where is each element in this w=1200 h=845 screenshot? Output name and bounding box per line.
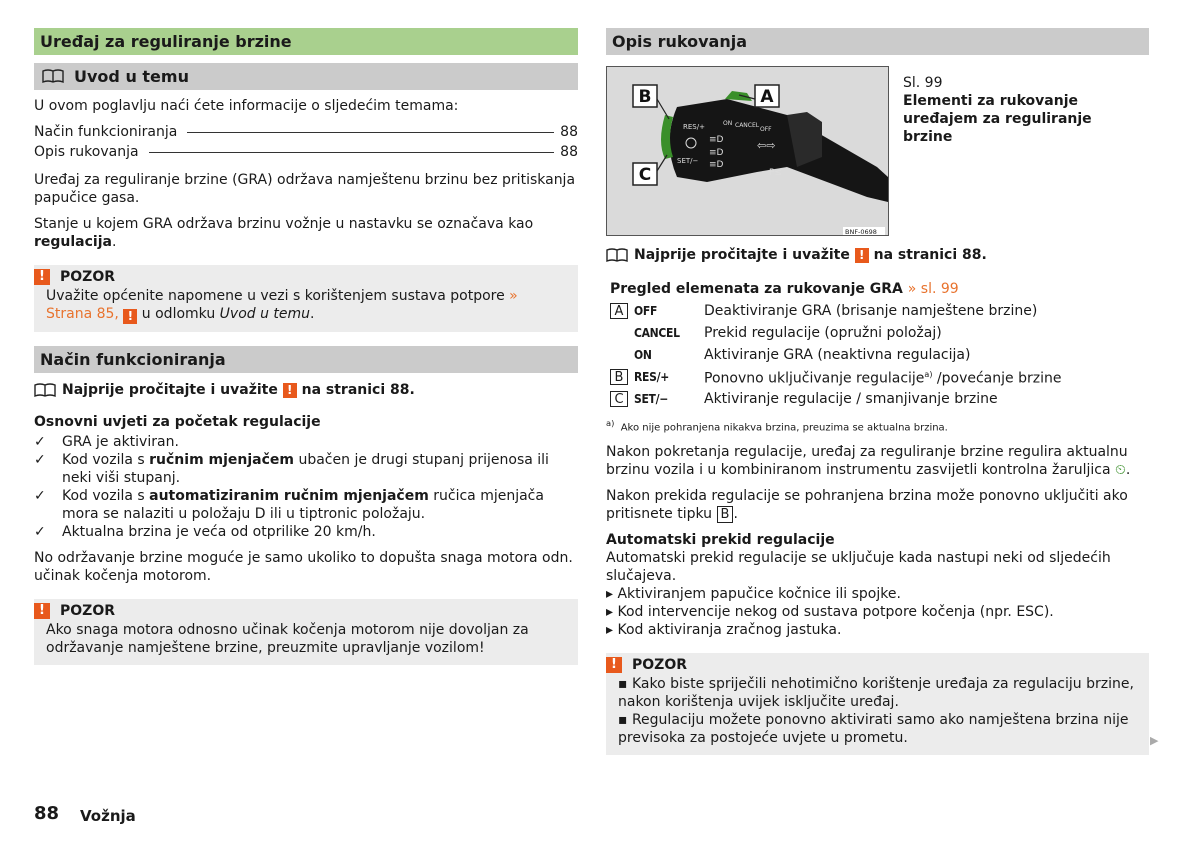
toc-leader — [149, 152, 555, 153]
check-icon: ✓ — [34, 524, 46, 540]
warning-box — [34, 265, 578, 332]
warning-icon: ! — [855, 248, 869, 263]
callout-label-a: A — [760, 87, 774, 107]
list-item: ✓ Kod vozila s ručnim mjenjačem ubačen je drugi stupanj prijenosa ili neki viši stupanj. — [34, 452, 549, 486]
figure-link[interactable]: » sl. 99 — [907, 281, 959, 297]
list-item: ✓ GRA je aktiviran. — [34, 434, 179, 450]
list-item: ✓ Kod vozila s automatiziranim ručnim mjenjačem ručica mjenjača mora se nalaziti u položaju D ili u tiptronic položaju. — [34, 488, 544, 522]
lever-text-off: OFF — [760, 126, 772, 133]
page-number: 88 — [34, 803, 60, 824]
check-icon: ✓ — [34, 434, 46, 450]
page-link[interactable]: » Strana 85, — [46, 288, 518, 322]
paragraph: Automatski prekid regulacije se uključuje kada nastupi neki od sljedećih slučajeva. — [606, 550, 1111, 585]
paragraph: Stanje u kojem GRA održava brzinu vožnje u nastavku se označava kao regulacija. — [34, 216, 534, 250]
legend-row: A OFF Deaktiviranje GRA (brisanje namještene brzine) — [610, 300, 1149, 322]
section-title-operation: Opis rukovanja — [606, 28, 1149, 55]
figure-code: BNF-0698 — [845, 228, 877, 235]
intro-title: Uvod u temu — [74, 67, 189, 86]
check-icon: ✓ — [34, 488, 46, 504]
list-item: ✓ Aktualna brzina je veća od otprilike 20 km/h. — [34, 524, 376, 540]
warning-icon: ! — [606, 657, 622, 673]
figure-number: Sl. 99 — [903, 75, 943, 91]
toc-page: 88 — [560, 144, 578, 160]
paragraph: Nakon pokretanja regulacije, uređaj za reguliranje brzine regulira aktualnu brzinu vozila i u kombiniranom instrumentu zasvijetli kontrolna žaruljica ⏲. — [606, 444, 1131, 479]
legend-row: C SET/− Aktiviranje regulacije / smanjivanje brzine — [610, 388, 1149, 410]
intro-text: U ovom poglavlju naći ćete informacije o sljedećim temama: — [34, 98, 459, 114]
warning-icon: ! — [283, 383, 297, 398]
right-column — [606, 28, 1149, 755]
svg-text:⇦⇨: ⇦⇨ — [757, 139, 776, 152]
warning-item: ▪ Kako biste spriječili nehotimično korištenje uređaja za regulaciju brzine, nakon korištenja uvijek isključite uređaj. — [618, 676, 1134, 711]
svg-text:P≤: P≤ — [769, 168, 782, 178]
overview-title: Pregled elemenata za rukovanje GRA » sl. 99 — [610, 281, 959, 297]
warning-icon: ! — [123, 309, 137, 324]
lever-text-on: ON — [723, 120, 733, 127]
legend-list — [606, 300, 1149, 410]
list-item: ▸ Kod intervencije nekog od sustava potpore kočenja (npr. ESC). — [606, 604, 1054, 621]
callout-label-c: C — [638, 165, 652, 185]
warning-title: ! POZOR — [34, 267, 568, 287]
warning-text: Ako snaga motora odnosno učinak kočenja motorom nije dovoljan za održavanje namještene brzine, preuzmite upravljanje vozilom! — [46, 622, 529, 656]
book-icon — [606, 248, 628, 263]
warning-item: ▪ Regulaciju možete ponovno aktivirati samo ako namještena brzina nije previsoka za postojeće uvjete u prometu. — [618, 712, 1129, 747]
conditions-list — [34, 433, 578, 541]
legend-row: B RES/+ Ponovno uključivanje regulacije$^{a)}$ /povećanje brzine — [610, 366, 1149, 388]
svg-text:≡D: ≡D — [709, 160, 724, 170]
conditions-title: Osnovni uvjeti za početak regulacije — [34, 414, 321, 430]
toc — [34, 123, 578, 163]
toc-row[interactable] — [34, 143, 578, 163]
intro-heading — [34, 63, 578, 90]
toc-page: 88 — [560, 124, 578, 140]
toc-leader — [187, 132, 554, 133]
warning-icon: ! — [34, 603, 50, 619]
section-title-speed-control: Uređaj za reguliranje brzine — [34, 28, 578, 55]
key-b: B — [717, 506, 734, 523]
left-column — [34, 28, 578, 665]
svg-text:≡D: ≡D — [709, 135, 724, 145]
paragraph: Uređaj za reguliranje brzine (GRA) održava namještenu brzinu bez pritiskanja papučice gasa. — [34, 172, 576, 206]
warning-box — [34, 599, 578, 665]
toc-label: Način funkcioniranja — [34, 124, 178, 140]
read-first-note: Najprije pročitajte i uvažite ! na stranici 88. — [606, 246, 1149, 264]
figure-caption — [889, 66, 1128, 236]
footnote: $^{a)}$ Ako nije pohranjena nikakva brzina, preuzima se aktualna brzina. — [606, 418, 948, 434]
toc-label: Opis rukovanja — [34, 144, 139, 160]
section-title-function: Način funkcioniranja — [34, 346, 578, 373]
read-first-note: Najprije pročitajte i uvažite ! na stranici 88. — [34, 381, 578, 399]
warning-title: ! POZOR — [606, 655, 1139, 675]
paragraph: No održavanje brzine moguće je samo ukoliko to dopušta snaga motora odn. učinak kočenja motorom. — [34, 550, 573, 584]
warning-text: Uvažite općenite napomene u vezi s korištenjem sustava potpore » Strana 85, ! u odlomku Uvod u temu. — [46, 288, 518, 323]
lever-illustration — [606, 66, 889, 236]
book-icon — [42, 69, 64, 84]
list-item: ▸ Aktiviranjem papučice kočnice ili spojke. — [606, 586, 901, 603]
legend-row: ON Aktiviranje GRA (neaktivna regulacija) — [634, 347, 971, 363]
chapter-label: Vožnja — [80, 807, 136, 825]
figure-caption-text: Elementi za rukovanje uređajem za reguliranje brzine — [903, 93, 1092, 145]
svg-text:≡D: ≡D — [709, 148, 724, 158]
toc-row[interactable] — [34, 123, 578, 143]
callout-label-b: B — [638, 87, 652, 107]
figure — [606, 66, 1149, 236]
lever-text-res: RES/+ — [683, 123, 705, 131]
warning-icon: ! — [34, 269, 50, 285]
cruise-control-lamp-icon: ⏲ — [1115, 462, 1126, 479]
paragraph: Nakon prekida regulacije se pohranjena brzina može ponovno uključiti ako pritisnete tipku B . — [606, 488, 1128, 523]
warning-title: ! POZOR — [34, 601, 568, 621]
book-icon — [34, 383, 56, 398]
check-icon: ✓ — [34, 452, 46, 468]
auto-cancel-title: Automatski prekid regulacije — [606, 532, 835, 549]
list-item: ▸ Kod aktiviranja zračnog jastuka. — [606, 622, 842, 639]
legend-row: CANCEL Prekid regulacije (opružni položaj) — [634, 325, 942, 341]
lever-text-set: SET/− — [677, 157, 699, 165]
warning-box — [606, 653, 1149, 755]
lever-text-cancel: CANCEL — [735, 122, 760, 129]
next-page-arrow-icon: ▶ — [1150, 734, 1159, 747]
auto-cancel-list — [606, 585, 1149, 639]
